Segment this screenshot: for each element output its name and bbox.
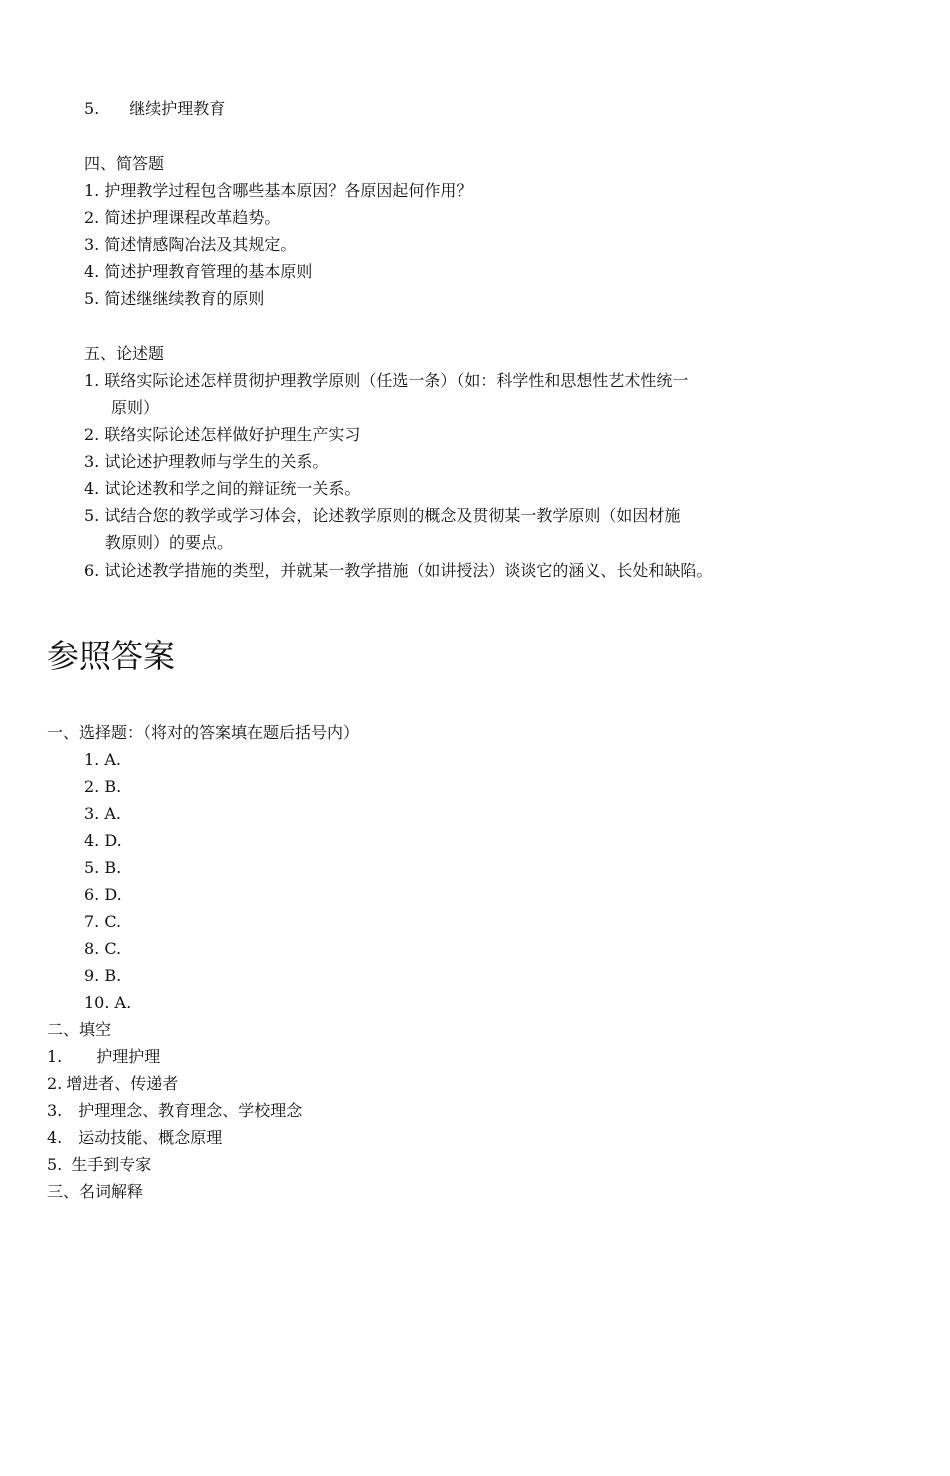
item-number: 2.	[47, 1074, 63, 1093]
item-text: 护理护理	[96, 1047, 161, 1066]
list-item: 2. B.	[84, 777, 122, 796]
list-item: 5. 试结合您的教学或学习体会，论述教学原则的概念及贯彻某一教学原则（如因材施	[84, 506, 681, 525]
list-item	[47, 1128, 222, 1148]
item-text: 增进者、传递者	[66, 1074, 179, 1093]
list-item	[47, 1074, 178, 1094]
section-title: 五、论述题	[84, 344, 165, 363]
list-item: 4. 简述护理教育管理的基本原则	[84, 262, 313, 281]
list-item: 2. 简述护理课程改革趋势。	[84, 208, 281, 227]
item-text: 生手到专家	[71, 1155, 152, 1174]
section-title: 二、填空	[47, 1020, 112, 1039]
list-item: 10. A.	[84, 993, 132, 1012]
list-item: 3. A.	[84, 804, 121, 823]
list-item-continuation: 原则）	[111, 398, 160, 417]
list-item: 6. 试论述教学措施的类型，并就某一教学措施（如讲授法）谈谈它的涵义、长处和缺陷。	[84, 561, 713, 580]
list-item: 5. B.	[84, 858, 122, 877]
page-title: 参照答案	[47, 637, 176, 675]
list-item	[84, 99, 225, 119]
item-text: 护理理念、教育理念、学校理念	[78, 1101, 303, 1120]
item-text: 运动技能、概念原理	[78, 1128, 223, 1147]
item-number: 4.	[47, 1128, 63, 1147]
item-number: 1.	[47, 1047, 63, 1066]
list-item: 6. D.	[84, 885, 122, 904]
list-item: 1. 联络实际论述怎样贯彻护理教学原则（任选一条）（如：科学性和思想性艺术性统一	[84, 371, 689, 390]
list-item	[47, 1047, 160, 1067]
list-item: 8. C.	[84, 939, 122, 958]
section-title: 三、名词解释	[47, 1182, 144, 1201]
list-item: 9. B.	[84, 966, 122, 985]
list-item: 5. 简述继继续教育的原则	[84, 289, 265, 308]
list-item	[47, 1101, 302, 1121]
list-item-continuation: 教原则）的要点。	[105, 533, 234, 552]
list-item: 7. C.	[84, 912, 122, 931]
item-number: 5.	[84, 99, 100, 118]
item-number: 3.	[47, 1101, 63, 1120]
list-item: 3. 试论述护理教师与学生的关系。	[84, 452, 329, 471]
section-title: 四、简答题	[84, 154, 165, 173]
section-title: 一、选择题：（将对的答案填在题后括号内）	[47, 723, 360, 742]
item-number: 5.	[47, 1155, 63, 1174]
list-item: 3. 简述情感陶冶法及其规定。	[84, 235, 297, 254]
list-item: 1. 护理教学过程包含哪些基本原因？各原因起何作用？	[84, 181, 473, 200]
list-item: 4. D.	[84, 831, 122, 850]
list-item: 4. 试论述教和学之间的辩证统一关系。	[84, 479, 361, 498]
list-item: 2. 联络实际论述怎样做好护理生产实习	[84, 425, 361, 444]
list-item	[47, 1155, 151, 1175]
item-text: 继续护理教育	[129, 99, 226, 118]
list-item: 1. A.	[84, 750, 121, 769]
